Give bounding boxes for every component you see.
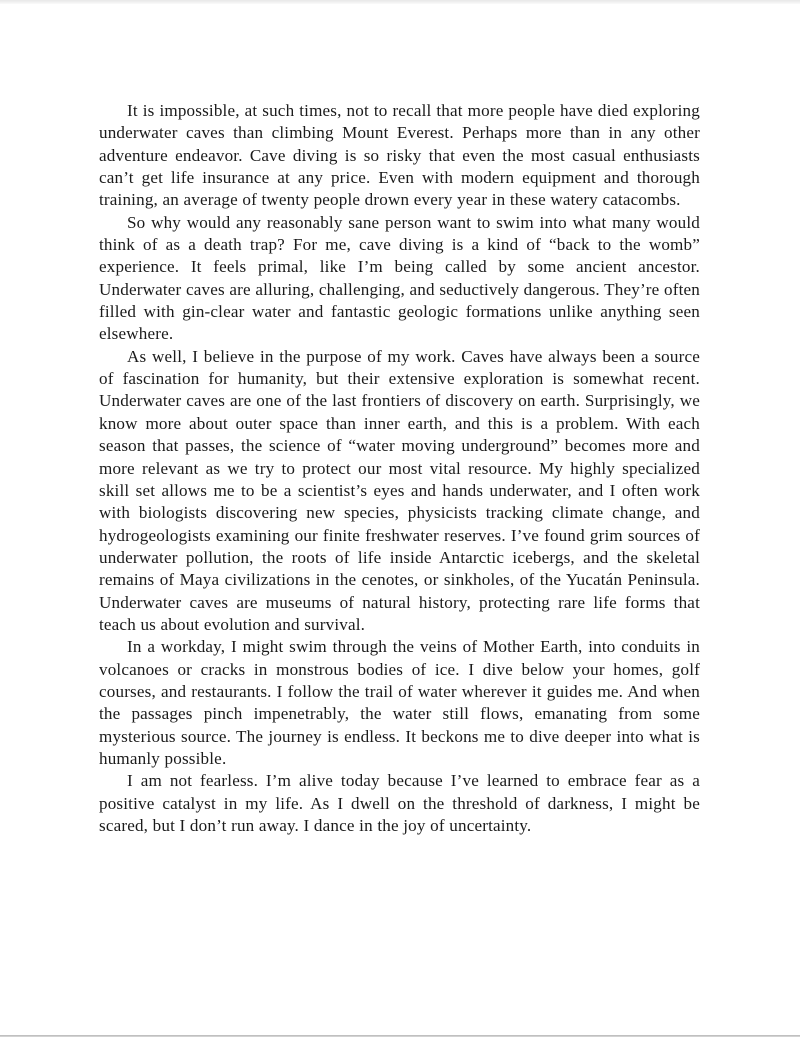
paragraph-2: So why would any reasonably sane person want to swim into what many would think of as a death trap? For me, cave diving is a kind of “back to the womb” experience. It feels primal, like I’m being called by some ancient ancestor. Underwater caves are alluring, challenging, and seductively dangerous. They’re often filled with gin-clear water and fantastic geologic formations unlike anything seen elsewhere. xyxy=(99,212,700,344)
body-text-column xyxy=(99,100,700,837)
paragraph-1: It is impossible, at such times, not to recall that more people have died exploring underwater caves than climbing Mount Everest. Perhaps more than in any other adventure endeavor. Cave diving is so risky that even the most casual enthusiasts can’t get life insurance at any price. Even with modern equipment and thorough training, an average of twenty people drown every year in these watery catacombs. xyxy=(99,101,700,210)
document-page xyxy=(0,4,800,1036)
page-bottom-margin xyxy=(0,1037,800,1043)
paragraph-4: In a workday, I might swim through the veins of Mother Earth, into conduits in volcanoes or cracks in monstrous bodies of ice. I dive below your homes, golf courses, and restaurants. I follow the trail of water wherever it guides me. And when the passages pinch impenetrably, the water still flows, emanating from some mysterious source. The journey is endless. It beckons me to dive deeper into what is humanly possible. xyxy=(99,637,700,768)
paragraph-3: As well, I believe in the purpose of my work. Caves have always been a source of fascination for humanity, but their extensive exploration is somewhat recent. Underwater caves are one of the last frontiers of discovery on earth. Surprisingly, we know more about outer space than inner earth, and this is a problem. With each season that passes, the science of “water moving underground” becomes more and more relevant as we try to protect our most vital resource. My highly specialized skill set allows me to be a scientist’s eyes and hands underwater, and I often work with biologists discovering new species, physicists tracking climate change, and hydrogeologists examining our finite freshwater reserves. I’ve found grim sources of underwater pollution, the roots of life inside Antarctic icebergs, and the skeletal remains of Maya civilizations in the cenotes, or sinkholes, of the Yucatán Peninsula. Underwater caves are museums of natural history, protecting rare life forms that teach us about evolution and survival. xyxy=(99,346,700,634)
paragraph-5: I am not fearless. I’m alive today because I’ve learned to embrace fear as a positive catalyst in my life. As I dwell on the threshold of darkness, I might be scared, but I don’t run away. I dance in the joy of uncertainty. xyxy=(99,771,700,835)
